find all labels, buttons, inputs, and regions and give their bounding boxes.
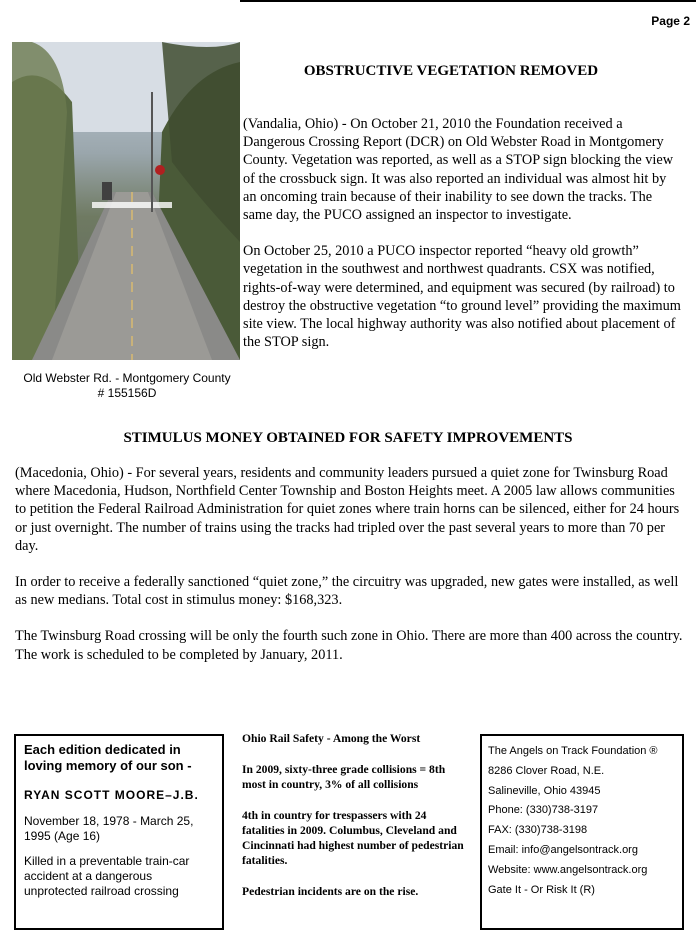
article2-body [15, 464, 683, 664]
contact-box [480, 734, 684, 930]
photo-caption [10, 371, 244, 401]
contact-fax: FAX: (330)738-3198 [488, 824, 588, 837]
contact-address-line2: Salineville, Ohio 43945 [488, 784, 601, 797]
page-number: Page 2 [651, 14, 690, 28]
contact-website: Website: www.angelsontrack.org [488, 863, 648, 876]
article2-paragraph: In order to receive a federally sanctioned “quiet zone,” the circuitry was upgraded, new gates were installed, as well as new medians. Total cost in stimulus money: $168,323. [15, 574, 679, 609]
contact-phone: Phone: (330)738-3197 [488, 804, 599, 817]
memorial-name: RYAN SCOTT MOORE–J.B. [24, 788, 199, 802]
article2-paragraph: (Macedonia, Ohio) - For several years, residents and community leaders pursued a quiet zone for Twinsburg Road where Macedonia, Hudson, Northfield Center Township and Boston Heights meet. A 2005 law allows communities to petition the Federal Railroad Administration for quiet zones where train horns can be silenced, either for 24 hours or just overnight. The number of trains using the tracks had tripled over the past several years to more than 70 per day. [15, 465, 680, 554]
memorial-note: Killed in a preventable train-car accident at a dangerous unprotected railroad crossing [24, 854, 190, 898]
facts-heading: Ohio Rail Safety - Among the Worst [242, 732, 421, 745]
article2-title: STIMULUS MONEY OBTAINED FOR SAFETY IMPROVEMENTS [123, 430, 573, 446]
contact-address-line1: 8286 Clover Road, N.E. [488, 764, 605, 777]
memorial-dates: November 18, 1978 - March 25, 1995 (Age 16) [24, 814, 194, 843]
road-crossing-photo [12, 42, 240, 360]
article1-title: OBSTRUCTIVE VEGETATION REMOVED [303, 63, 599, 79]
article1-paragraph: On October 25, 2010 a PUCO inspector reported “heavy old growth” vegetation in the southwest and northwest quadrants. CSX was notified, rights-of-way were determined, and equipment was secured (by railroad) to destroy the obstructive vegetation “to ground level” providing the maximum site view. The local highway authority was also notified about placement of the STOP sign. [243, 243, 681, 351]
facts-item: Pedestrian incidents are on the rise. [242, 885, 419, 898]
facts-item: 4th in country for trespassers with 24 fatalities in 2009. Columbus, Cleveland and Cincinnati had highest number of pedestrian fatalities. [242, 809, 464, 867]
contact-email: Email: info@angelsontrack.org [488, 843, 638, 856]
photo-caption-crossing-id: # 155156D [97, 386, 157, 400]
facts-item: In 2009, sixty-three grade collisions = 8th most in country, 3% of all collisions [242, 763, 446, 791]
contact-org: The Angels on Track Foundation ® [488, 745, 658, 757]
article1-paragraph: (Vandalia, Ohio) - On October 21, 2010 the Foundation received a Dangerous Crossing Report (DCR) on Old Webster Road in Montgomery County. Vegetation was reported, as well as a STOP sign blocking the view of the crossbuck sign. It was also reported an individual was almost hit by an oncoming train because of their inability to see down the tracks. The same day, the PUCO assigned an inspector to investigate. [243, 116, 674, 224]
ohio-rail-safety-facts [242, 731, 464, 899]
memorial-dedication: Each edition dedicated in loving memory of our son - [24, 742, 192, 773]
contact-motto: Gate It - Or Risk It (R) [488, 883, 595, 896]
article1-body [243, 115, 683, 351]
photo-caption-location: Old Webster Rd. - Montgomery County [23, 371, 231, 385]
article2-paragraph: The Twinsburg Road crossing will be only the fourth such zone in Ohio. There are more than 400 across the country. The work is scheduled to be completed by January, 2011. [15, 628, 683, 663]
top-rule [240, 0, 696, 2]
memorial-box [14, 734, 224, 930]
